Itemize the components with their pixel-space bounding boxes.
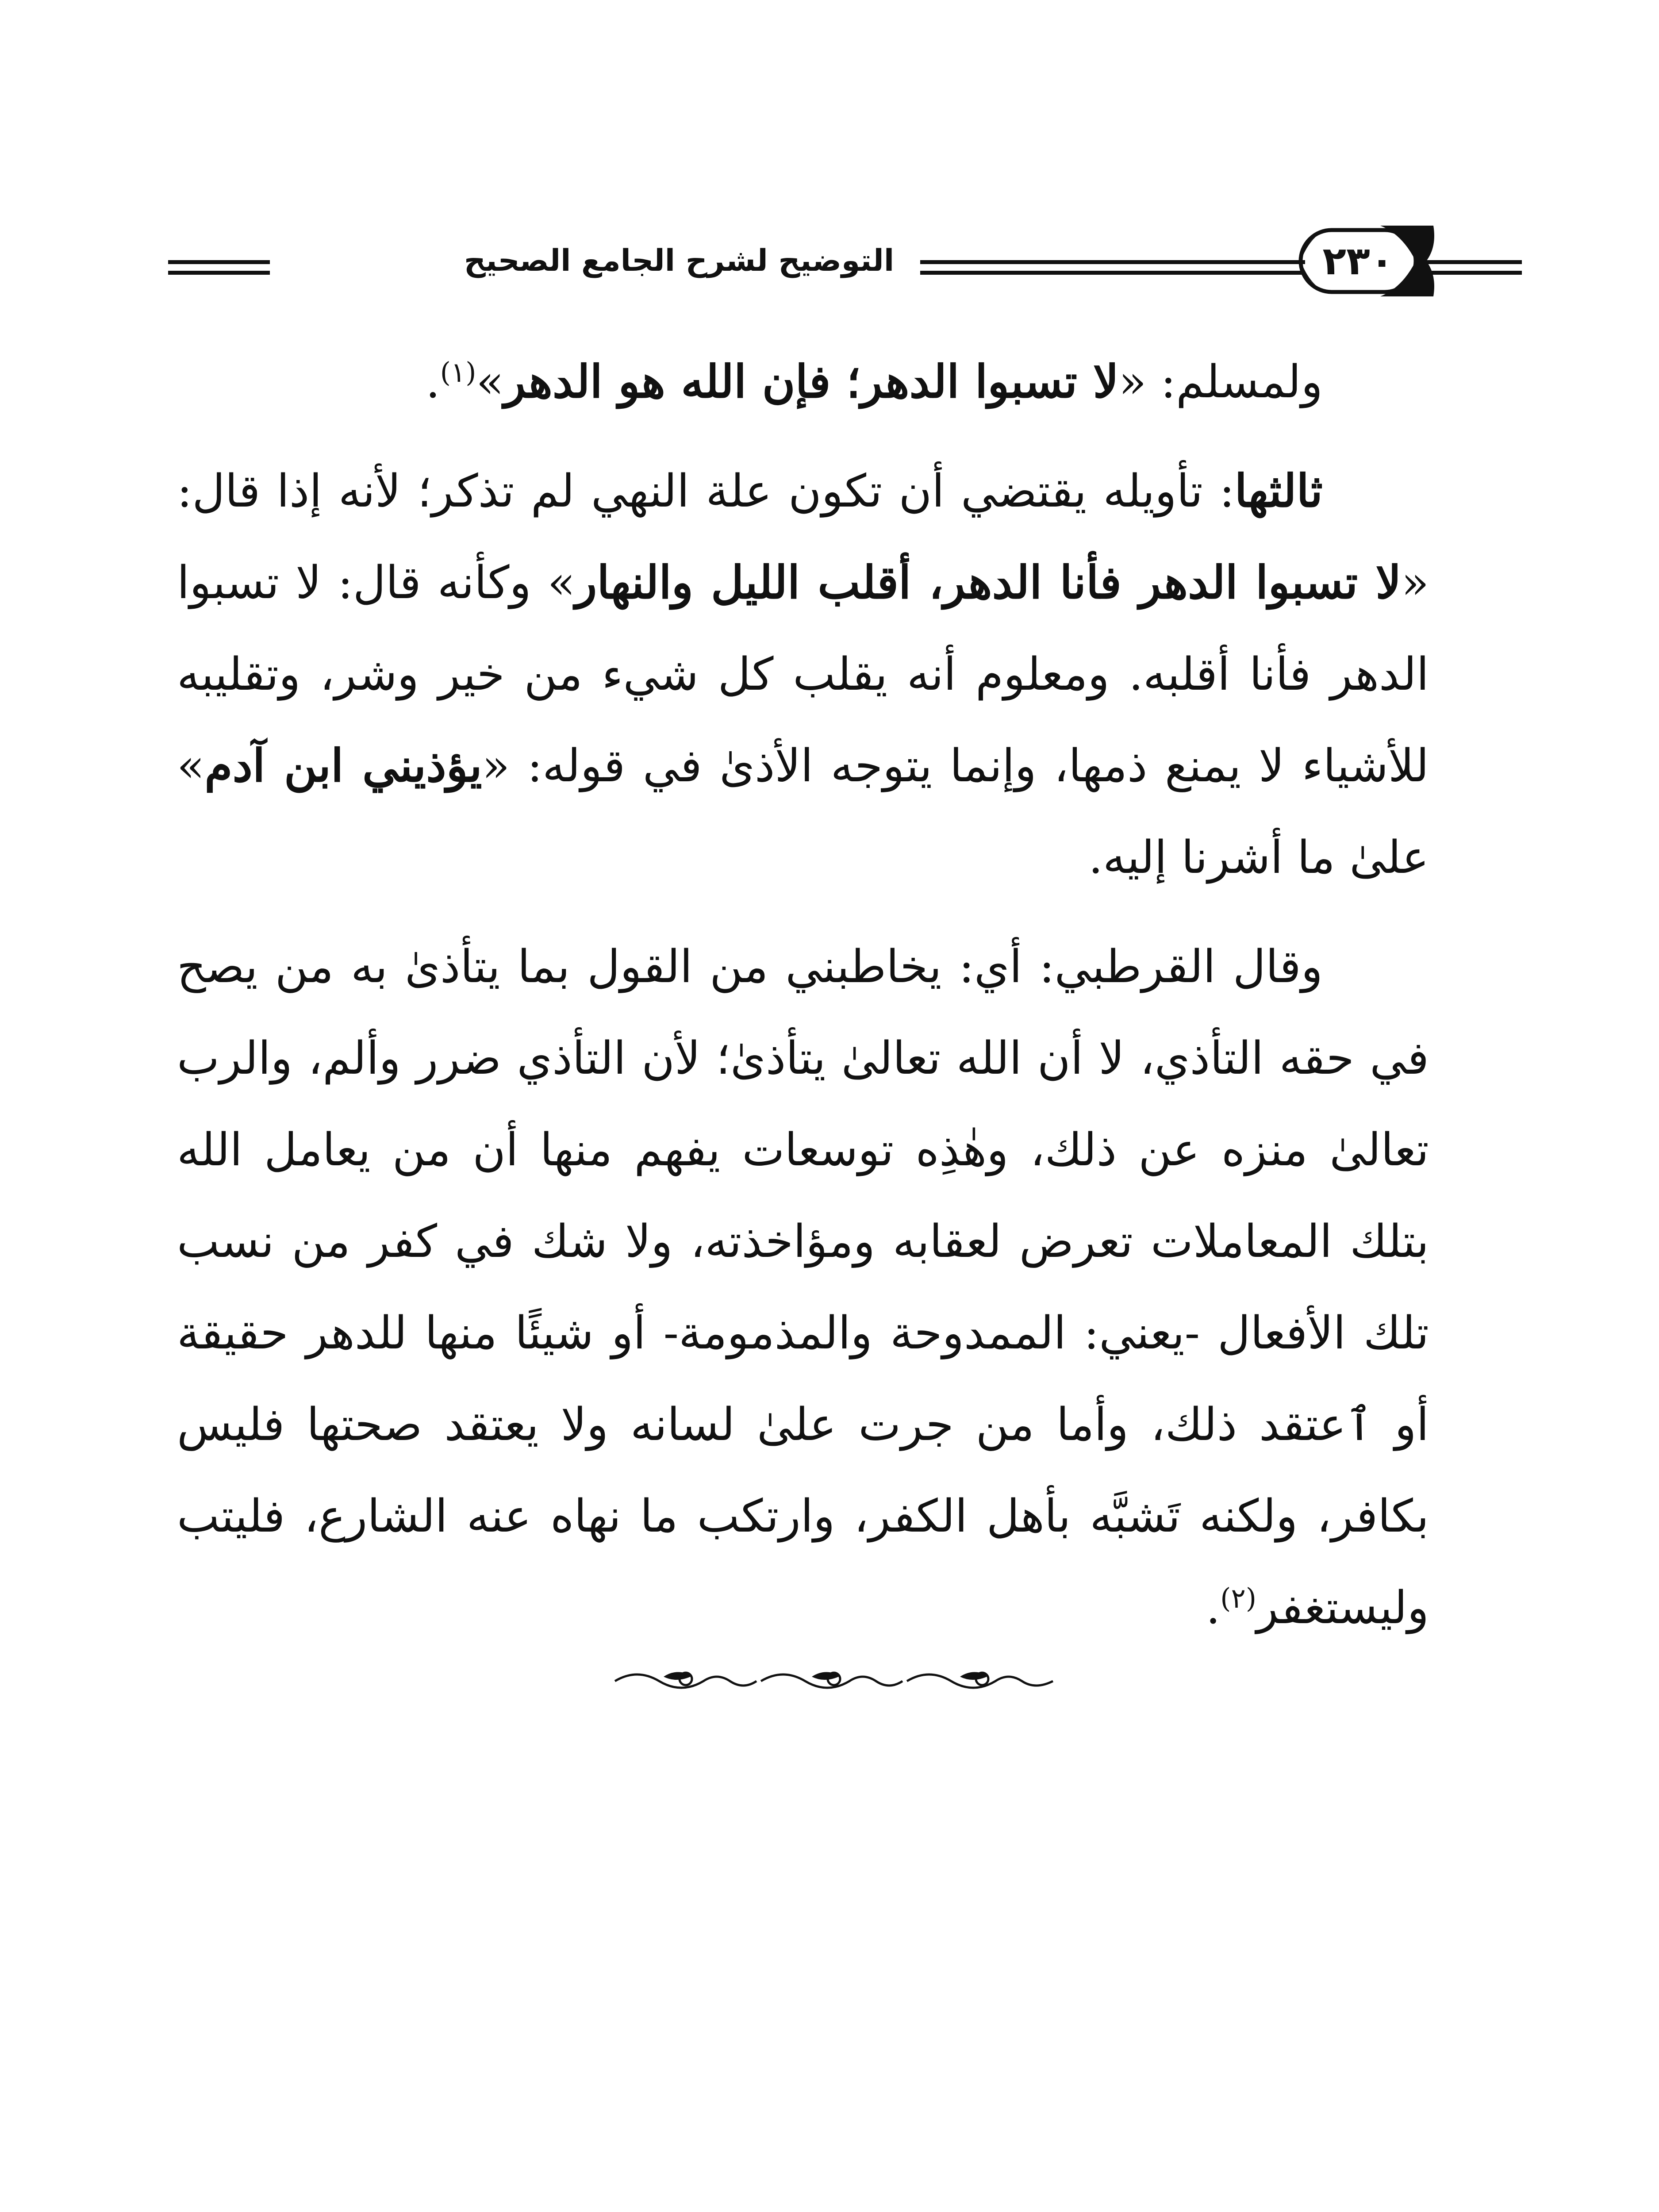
text-run: » علىٰ ما أشرنا إليه. [177, 740, 1429, 884]
text-run: » [476, 356, 504, 408]
text-run: » وكأنه قال: لا تسبوا الدهر فأنا أقلبه. ومعلوم أنه يقلب كل شيء من خير وشر، وتقليبه للأشياء لا يمنع ذمها، وإنما يتوجه الأذىٰ في قوله: « [177, 557, 1429, 792]
hadith-quote: لا تسبوا الدهر فأنا الدهر، أقلب الليل والنهار [575, 556, 1402, 609]
page-number: ٢٣٠ [1322, 238, 1394, 284]
running-title: التوضيح لشرح الجامع الصحيح [438, 240, 920, 282]
footnote-marker: (٢) [1220, 1582, 1257, 1614]
hadith-quote: لا تسبوا الدهر؛ فإن الله هو الدهر [503, 355, 1119, 408]
hadith-quote: يؤذيني ابن آدم [204, 739, 482, 792]
footnote-marker: (١) [440, 356, 476, 388]
text-run: . [426, 356, 440, 408]
paragraph [177, 336, 1429, 428]
section-lead: ثالثها [1234, 465, 1323, 518]
page-header [168, 208, 1522, 314]
ornament-divider [611, 1663, 1057, 1694]
paragraph [177, 921, 1429, 1654]
main-text [177, 336, 1429, 1654]
text-run: ولمسلم: « [1118, 356, 1323, 408]
text-run: . [1206, 1582, 1221, 1634]
text-run: وقال القرطبي: أي: يخاطبني من القول بما يتأذىٰ به من يصح في حقه التأذي، لا أن الله تعالىٰ يتأذىٰ؛ لأن التأذي ضرر وألم، والرب تعالىٰ منزه عن ذلك، وهٰذِه توسعات يفهم منها أن من يعامل الله بتلك المعاملات تعرض لعقابه ومؤاخذته، ولا شك في كفر من نسب تلك الأفعال -يعني: الممدوحة والمذمومة- أو شيئًا منها للدهر حقيقة أو ٱعتقد ذلك، وأما من جرت علىٰ لسانه ولا يعتقد صحتها فليس بكافر، ولكنه تَشبَّه بأهل الكفر، وارتكب ما نهاه عنه الشارع، فليتب وليستغفر [177, 941, 1429, 1634]
paragraph [177, 445, 1429, 903]
text-run: : تأويله يقتضي أن تكون علة النهي لم تذكر؛ لأنه إذا قال: « [177, 465, 1429, 609]
